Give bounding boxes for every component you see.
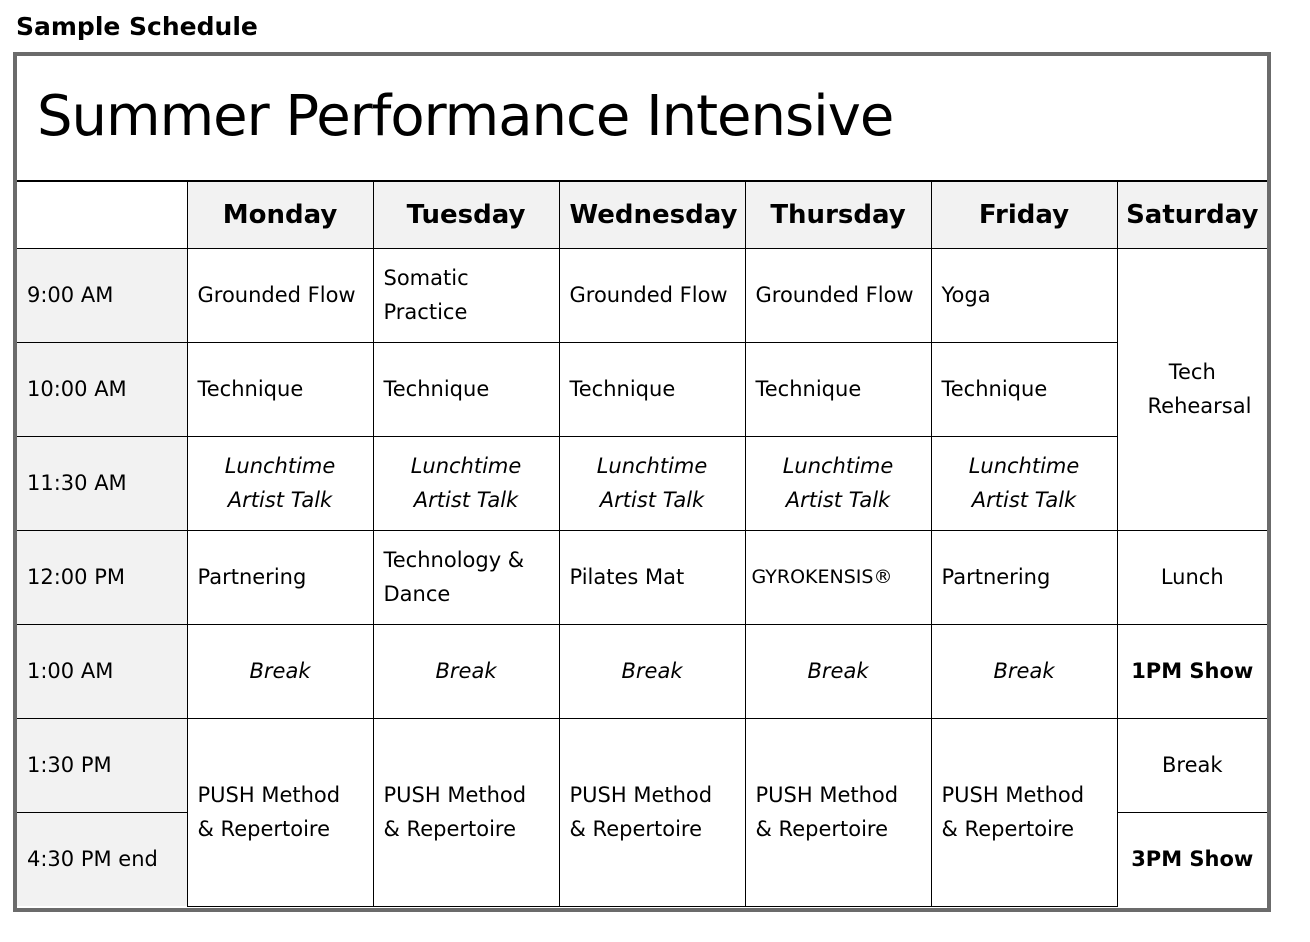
session-cell: Break	[745, 624, 931, 718]
session-cell: Lunchtime Artist Talk	[745, 436, 931, 530]
time-cell: 4:30 PM end	[17, 812, 187, 906]
saturday-show-3pm: 3PM Show	[1117, 812, 1267, 906]
session-cell: GYROKENSIS®	[745, 530, 931, 624]
session-cell: PUSH Method & Repertoire	[559, 718, 745, 906]
session-cell: Grounded Flow	[559, 248, 745, 342]
saturday-tech-rehearsal: Tech Rehearsal	[1117, 248, 1267, 530]
schedule-table	[17, 182, 1267, 907]
header-tuesday: Tuesday	[373, 182, 559, 248]
session-cell: PUSH Method & Repertoire	[745, 718, 931, 906]
header-wednesday: Wednesday	[559, 182, 745, 248]
session-cell: Lunchtime Artist Talk	[373, 436, 559, 530]
header-friday: Friday	[931, 182, 1117, 248]
table-row	[17, 624, 1267, 718]
time-cell: 11:30 AM	[17, 436, 187, 530]
time-cell: 9:00 AM	[17, 248, 187, 342]
session-cell: Lunchtime Artist Talk	[559, 436, 745, 530]
session-cell: Break	[559, 624, 745, 718]
session-cell: Partnering	[187, 530, 373, 624]
session-cell: Technique	[373, 342, 559, 436]
time-cell: 10:00 AM	[17, 342, 187, 436]
time-cell: 1:00 AM	[17, 624, 187, 718]
session-cell: Technique	[745, 342, 931, 436]
session-cell: PUSH Method & Repertoire	[373, 718, 559, 906]
session-cell: Lunchtime Artist Talk	[931, 436, 1117, 530]
session-cell: Break	[187, 624, 373, 718]
session-cell: Partnering	[931, 530, 1117, 624]
title-row	[17, 56, 1267, 182]
session-cell: Technique	[931, 342, 1117, 436]
schedule-title: Summer Performance Intensive	[37, 84, 894, 149]
header-corner	[17, 182, 187, 248]
session-cell: Yoga	[931, 248, 1117, 342]
session-cell: Somatic Practice	[373, 248, 559, 342]
table-row	[17, 436, 1267, 530]
session-cell: Pilates Mat	[559, 530, 745, 624]
header-thursday: Thursday	[745, 182, 931, 248]
saturday-lunch: Lunch	[1117, 530, 1267, 624]
header-row	[17, 182, 1267, 248]
session-cell: Break	[931, 624, 1117, 718]
saturday-show-1pm: 1PM Show	[1117, 624, 1267, 718]
session-cell: Grounded Flow	[187, 248, 373, 342]
time-cell: 1:30 PM	[17, 718, 187, 812]
session-cell: PUSH Method & Repertoire	[931, 718, 1117, 906]
table-row	[17, 530, 1267, 624]
session-cell: Technique	[559, 342, 745, 436]
session-cell: Technique	[187, 342, 373, 436]
session-cell: Technology & Dance	[373, 530, 559, 624]
schedule-caption: Sample Schedule	[16, 12, 258, 41]
saturday-break: Break	[1117, 718, 1267, 812]
table-row	[17, 248, 1267, 342]
time-cell: 12:00 PM	[17, 530, 187, 624]
session-cell: Grounded Flow	[745, 248, 931, 342]
header-saturday: Saturday	[1117, 182, 1267, 248]
session-cell: Break	[373, 624, 559, 718]
session-cell: Lunchtime Artist Talk	[187, 436, 373, 530]
table-row	[17, 342, 1267, 436]
session-cell: PUSH Method & Repertoire	[187, 718, 373, 906]
table-row	[17, 718, 1267, 812]
header-monday: Monday	[187, 182, 373, 248]
schedule-frame	[13, 52, 1271, 912]
